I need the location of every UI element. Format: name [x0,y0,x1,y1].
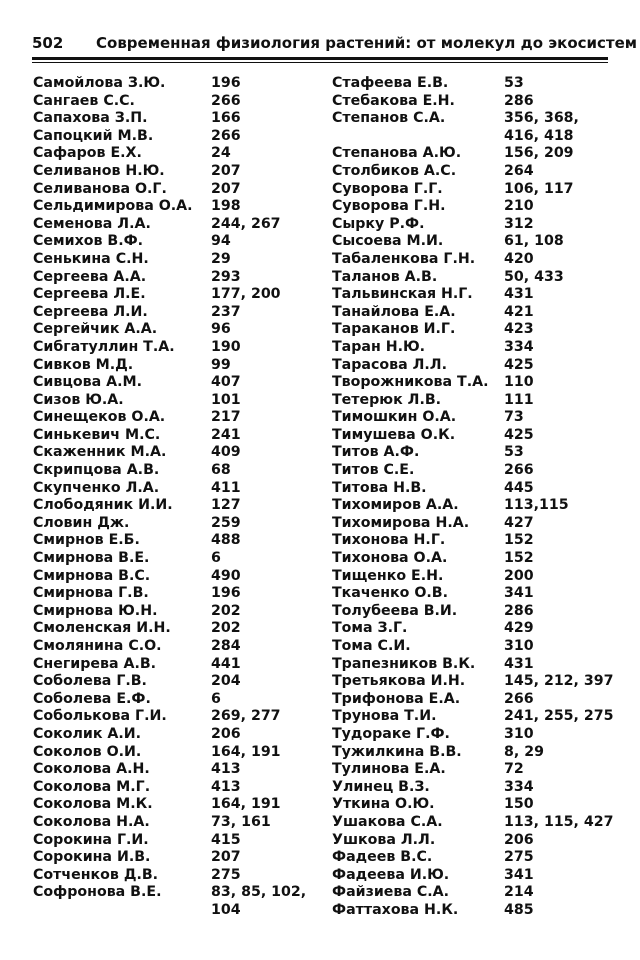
author-name: Семихов В.Ф. [33,233,144,250]
author-name: Сергейчик А.А. [33,321,158,338]
page-refs: 106, 117 [504,180,574,197]
index-entry [33,814,329,832]
author-name: Сизов Ю.А. [33,391,124,408]
author-name: Смоленская И.Н. [33,620,171,637]
index-entry [33,216,329,234]
author-name: Трунова Т.И. [332,708,437,725]
page-refs: 425 [504,356,534,373]
index-entry [332,744,612,762]
page-refs: 202 [211,602,241,619]
index-entry [332,233,612,251]
index-entry [332,585,612,603]
page-refs: 152 [504,532,534,549]
page-refs: 190 [211,338,241,355]
page-refs: 152 [504,550,534,567]
page-refs: 29 [211,250,231,267]
author-name: Тальвинская Н.Г. [332,286,473,303]
index-entry [332,480,612,498]
page-refs: 341 [504,585,534,602]
author-name: Синькевич М.С. [33,426,161,443]
author-name: Тихонова Н.Г. [332,532,446,549]
page-refs: 50, 433 [504,268,564,285]
author-name: Фадеев В.С. [332,849,433,866]
page-refs: 441 [211,655,241,672]
index-entry [332,832,612,850]
index-entry [33,761,329,779]
author-name: Тищенко Е.Н. [332,567,444,584]
index-entry [332,673,612,691]
page-refs: 244, 267 [211,215,281,232]
page-refs: 73, 161 [211,813,271,830]
index-entry [332,532,612,550]
index-entry [33,286,329,304]
author-name: Тимушева О.К. [332,426,456,443]
page-refs: 445 [504,479,534,496]
page-refs: 312 [504,215,534,232]
author-name: Тихонова О.А. [332,550,448,567]
author-name: Смирнова Ю.Н. [33,602,158,619]
index-entry [332,321,612,339]
index-entry [332,497,612,515]
author-name: Ткаченко О.В. [332,585,449,602]
author-name: Таран Н.Ю. [332,338,426,355]
index-entry [332,374,612,392]
index-entry [33,339,329,357]
index-entry [332,409,612,427]
page-refs: 217 [211,409,241,426]
author-name: Снегирева А.В. [33,655,157,672]
author-name: Сергеева Л.И. [33,303,148,320]
author-name: Титов А.Ф. [332,444,420,461]
index-entry [33,832,329,850]
page-refs: 264 [504,162,534,179]
author-name: Слободяник И.И. [33,497,173,514]
author-name: Соколова М.Г. [33,778,151,795]
page-refs: 411 [211,479,241,496]
page-refs: 334 [504,338,534,355]
page-refs: 111 [504,391,534,408]
author-name: Сивков М.Д. [33,356,134,373]
author-name: Смирнова В.С. [33,567,151,584]
page-refs: 166 [211,110,241,127]
author-name: Скупченко Л.А. [33,479,160,496]
author-name: Соколова М.К. [33,796,153,813]
page-refs: 61, 108 [504,233,564,250]
index-entry [33,726,329,744]
page-refs: 68 [211,462,231,479]
author-name: Соколов О.И. [33,743,142,760]
page-refs: 83, 85, 102, 104 [211,884,307,918]
index-entry [332,761,612,779]
page-refs: 413 [211,761,241,778]
page-refs: 266 [504,462,534,479]
author-name: Смирнов Е.Б. [33,532,140,549]
page-refs: 206 [211,725,241,742]
page-refs: 196 [211,585,241,602]
author-name: Фаттахова Н.К. [332,901,459,918]
index-entry [332,515,612,533]
author-name: Скрипцова А.В. [33,462,160,479]
page-number: 502 [32,34,64,52]
page-refs: 214 [504,884,534,901]
author-name: Сотченков Д.В. [33,866,159,883]
author-name: Степанова А.Ю. [332,145,462,162]
page-refs: 334 [504,778,534,795]
author-name: Табаленкова Г.Н. [332,250,476,267]
page-refs: 241 [211,426,241,443]
page-refs: 127 [211,497,241,514]
index-entry [33,796,329,814]
page-refs: 275 [504,849,534,866]
page-refs: 490 [211,567,241,584]
index-entry [33,427,329,445]
index-entry [33,374,329,392]
index-entry [33,515,329,533]
author-name: Сафаров Е.Х. [33,145,142,162]
page-refs: 488 [211,532,241,549]
index-entry [33,233,329,251]
page-refs: 53 [504,75,524,91]
index-entry [33,585,329,603]
index-entry [33,691,329,709]
page-refs: 110 [504,374,534,391]
index-entry [332,198,612,216]
author-name: Титов С.Е. [332,462,415,479]
author-name: Трапезников В.К. [332,655,476,672]
index-entry [332,867,612,885]
author-name: Селиванова О.Г. [33,180,167,197]
page-refs: 113, 115, 427 [504,813,614,830]
author-name: Ушкова Л.Л. [332,831,436,848]
page-refs: 431 [504,655,534,672]
index-entry [33,145,329,163]
author-name: Столбиков А.С. [332,162,457,179]
author-name: Фадеева И.Ю. [332,866,450,883]
index-entry [332,814,612,832]
author-name: Улинец В.З. [332,778,430,795]
index-entry [332,691,612,709]
index-entry [332,357,612,375]
author-name: Сибгатуллин Т.А. [33,338,175,355]
index-entry [33,656,329,674]
author-name: Титова Н.В. [332,479,427,496]
index-entry [33,128,329,146]
index-entry [33,198,329,216]
author-name: Селиванов Н.Ю. [33,162,165,179]
page-refs: 177, 200 [211,286,281,303]
page-refs: 485 [504,901,534,918]
author-name: Сергеева А.А. [33,268,147,285]
author-name: Суворова Г.Н. [332,198,446,215]
running-title: Современная физиология растений: от молекул до экосистем [96,34,638,52]
index-entry [332,726,612,744]
index-entry [332,849,612,867]
header-rule-thin [32,62,608,63]
author-name: Сенькина С.Н. [33,250,149,267]
page-refs: 421 [504,303,534,320]
author-name: Сергеева Л.Е. [33,286,146,303]
page-refs: 206 [504,831,534,848]
index-entry [332,884,612,902]
index-entry [33,357,329,375]
index-entry [33,497,329,515]
author-name: Синещеков О.А. [33,409,166,426]
page-refs: 94 [211,233,231,250]
index-entry [33,321,329,339]
author-name: Самойлова З.Ю. [33,75,166,91]
index-entry [33,462,329,480]
index-entry [33,620,329,638]
index-entry [332,110,612,145]
index-entry [33,568,329,586]
author-name: Тимошкин О.А. [332,409,457,426]
page-refs: 293 [211,268,241,285]
author-name: Тихомирова Н.А. [332,514,470,531]
page-refs: 204 [211,673,241,690]
author-name: Смолянина С.О. [33,638,162,654]
author-name: Степанов С.А. [332,110,446,127]
page-refs: 96 [211,321,231,338]
index-entry [33,673,329,691]
author-name: Скаженник М.А. [33,444,167,461]
index-entry [33,409,329,427]
author-name: Семенова Л.А. [33,215,151,232]
author-name: Сапахова З.П. [33,110,148,127]
page-refs: 164, 191 [211,796,281,813]
page-refs: 286 [504,92,534,109]
author-name: Тетерюк Л.В. [332,391,442,408]
index-column-left [33,75,329,920]
index-entry [332,93,612,111]
page-refs: 356, 368, 416, 418 [504,110,579,144]
page-refs: 427 [504,514,534,531]
page-refs: 145, 212, 397 [504,673,614,690]
index-entry [33,603,329,621]
index-entry [33,93,329,111]
index-entry [332,181,612,199]
author-name: Сапоцкий М.В. [33,127,154,144]
index-column-right [332,75,612,920]
page-refs: 207 [211,849,241,866]
page-refs: 6 [211,690,221,707]
author-name: Сырку Р.Ф. [332,215,425,232]
author-name: Таланов А.В. [332,268,438,285]
page-refs: 420 [504,250,534,267]
author-name: Тома С.И. [332,638,411,654]
page-refs: 310 [504,638,534,654]
author-name: Тараканов И.Г. [332,321,456,338]
page-refs: 202 [211,620,241,637]
index-entry [33,480,329,498]
author-name: Соболькова Г.И. [33,708,167,725]
page-refs: 196 [211,75,241,91]
page-refs: 429 [504,620,534,637]
index-entry [332,796,612,814]
page-refs: 431 [504,286,534,303]
page-refs: 200 [504,567,534,584]
index-entry [33,110,329,128]
author-name: Ушакова С.А. [332,813,443,830]
index-entry [33,867,329,885]
page-refs: 286 [504,602,534,619]
index-entry [332,163,612,181]
author-name: Софронова В.Е. [33,884,162,901]
index-entry [332,304,612,322]
page-refs: 241, 255, 275 [504,708,614,725]
author-name: Стафеева Е.В. [332,75,449,91]
page-refs: 341 [504,866,534,883]
page-refs: 156, 209 [504,145,574,162]
author-name: Сорокина Г.И. [33,831,149,848]
page-refs: 275 [211,866,241,883]
index-entry [332,603,612,621]
author-name: Соболева Г.В. [33,673,147,690]
author-name: Третьякова И.Н. [332,673,466,690]
index-entry [332,269,612,287]
page-refs: 269, 277 [211,708,281,725]
author-name: Словин Дж. [33,514,130,531]
author-name: Сысоева М.И. [332,233,444,250]
page-refs: 407 [211,374,241,391]
page-refs: 164, 191 [211,743,281,760]
page-refs: 409 [211,444,241,461]
page-refs: 266 [211,127,241,144]
page-refs: 210 [504,198,534,215]
index-entry [33,779,329,797]
index-entry [33,392,329,410]
page-header [32,34,638,58]
index-entry [332,216,612,234]
author-name: Трифонова Е.А. [332,690,461,707]
index-entry [332,902,612,920]
page-refs: 72 [504,761,524,778]
author-name: Смирнова В.Е. [33,550,150,567]
index-entry [33,550,329,568]
page-refs: 284 [211,638,241,654]
page-refs: 266 [504,690,534,707]
index-entry [332,550,612,568]
index-entry [332,444,612,462]
author-name: Сельдимирова О.А. [33,198,193,215]
page-refs: 113,115 [504,497,569,514]
index-entry [33,181,329,199]
index-entry [33,251,329,269]
author-name: Танайлова Е.А. [332,303,456,320]
index-entry [33,884,329,919]
author-name: Уткина О.Ю. [332,796,435,813]
index-entry [33,163,329,181]
page-refs: 237 [211,303,241,320]
index-entry [33,849,329,867]
page-refs: 259 [211,514,241,531]
author-name: Сангаев С.С. [33,92,135,109]
author-name: Сивцова А.М. [33,374,142,391]
index-entry [33,269,329,287]
index-entry [332,568,612,586]
page-refs: 6 [211,550,221,567]
index-entry [332,427,612,445]
author-name: Сорокина И.В. [33,849,151,866]
page-refs: 8, 29 [504,743,544,760]
index-entry [332,708,612,726]
index-entry [332,462,612,480]
index-entry [33,744,329,762]
author-name: Тарасова Л.Л. [332,356,447,373]
index-entry [332,251,612,269]
page-refs: 150 [504,796,534,813]
page-refs: 207 [211,162,241,179]
index-entry [332,620,612,638]
header-rule-thick [32,57,608,60]
author-name: Тома З.Г. [332,620,408,637]
index-entry [332,392,612,410]
page-refs: 207 [211,180,241,197]
author-name: Творожникова Т.А. [332,374,489,391]
page-refs: 310 [504,725,534,742]
index-entry [332,656,612,674]
author-name: Соколова А.Н. [33,761,150,778]
author-name: Тужилкина В.В. [332,743,462,760]
page-refs: 415 [211,831,241,848]
index-entry [33,708,329,726]
index-entry [33,304,329,322]
author-name: Соболева Е.Ф. [33,690,151,707]
author-name: Соколик А.И. [33,725,142,742]
index-entry [33,75,329,93]
page-refs: 73 [504,409,524,426]
author-name: Стебакова Е.Н. [332,92,455,109]
index-entry [332,75,612,93]
author-name: Соколова Н.А. [33,813,150,830]
index-entry [332,286,612,304]
page-refs: 101 [211,391,241,408]
index-entry [33,444,329,462]
page-refs: 198 [211,198,241,215]
page-refs: 99 [211,356,231,373]
index-entry [332,339,612,357]
page-refs: 53 [504,444,524,461]
index-entry [332,638,612,656]
author-name: Смирнова Г.В. [33,585,149,602]
page-refs: 24 [211,145,231,162]
index-entry [332,779,612,797]
author-name: Тихомиров А.А. [332,497,459,514]
page-refs: 413 [211,778,241,795]
author-name: Толубеева В.И. [332,602,458,619]
index-entry [332,145,612,163]
author-name: Тулинова Е.А. [332,761,446,778]
author-name: Суворова Г.Г. [332,180,443,197]
index-entry [33,638,329,656]
index-entry [33,532,329,550]
author-name: Файзиева С.А. [332,884,450,901]
author-name: Тудораке Г.Ф. [332,725,450,742]
page-refs: 423 [504,321,534,338]
page-refs: 266 [211,92,241,109]
page-refs: 425 [504,426,534,443]
